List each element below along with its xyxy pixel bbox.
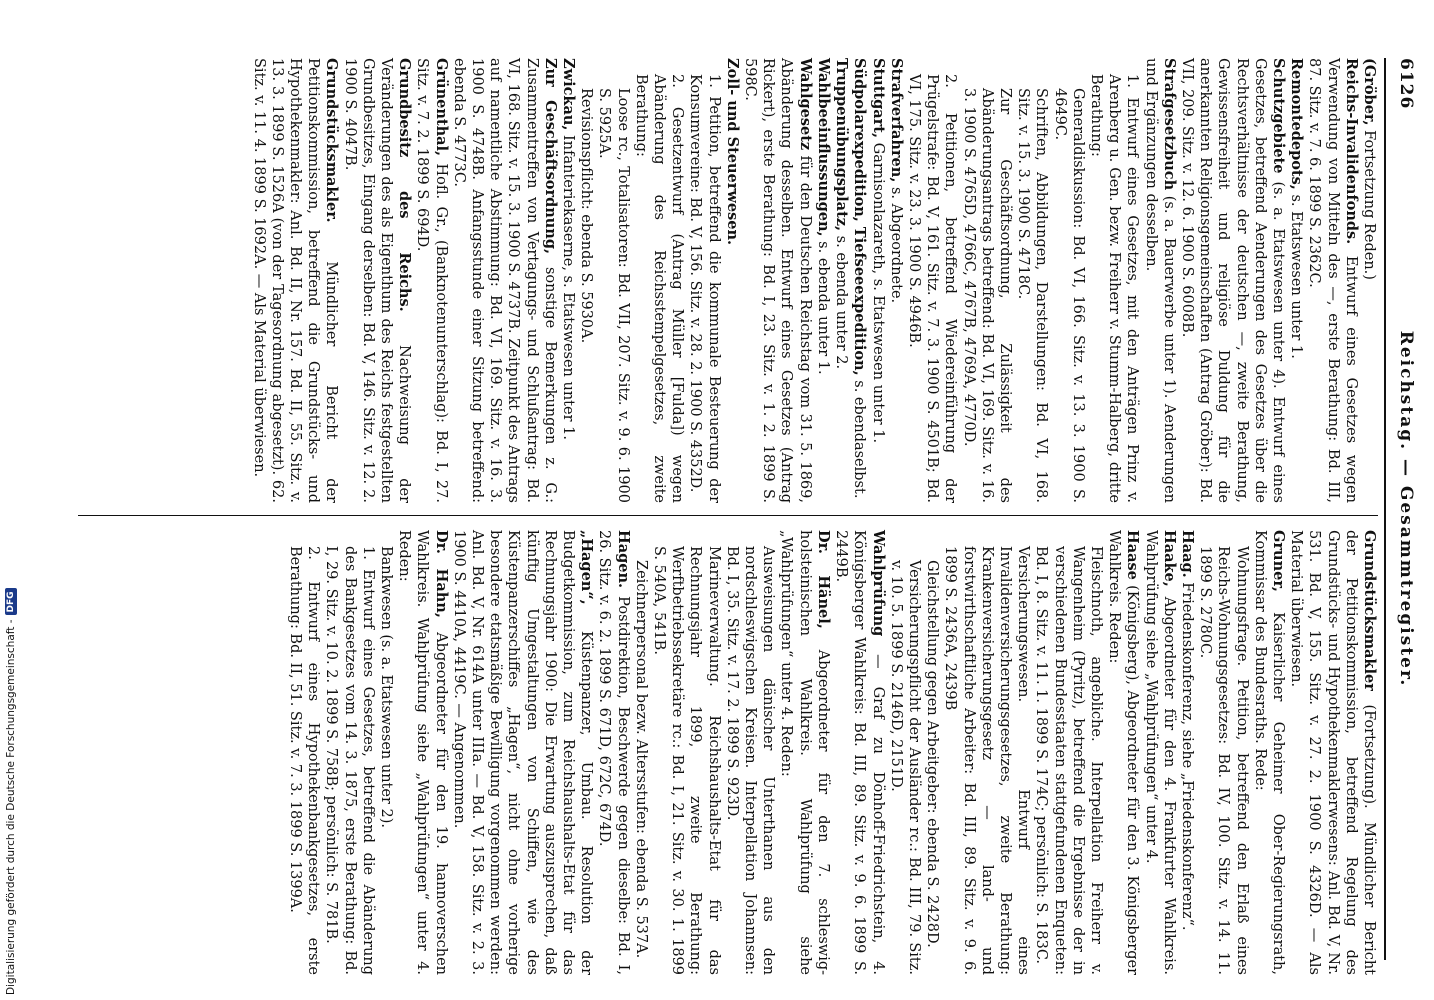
entry-text: s. ebendaselbst. <box>851 380 868 499</box>
left-column <box>249 58 1378 503</box>
entry-text: Hofl. Gr., (Banknotenunterschlag): Bd. I, 27. Sitz. v. 7. 2. 1899 S. 694D. <box>414 58 449 503</box>
entry-heading: Strafgesetzbuch <box>1160 58 1178 191</box>
index-entry <box>1178 58 1287 503</box>
entry-text: sonstige Bemerkungen z. G.: Zusammentreffen von Vertagungs- und Schlußantrag: Bd. VI, 168. Sitz. v. 15. 3. 1900 S. 4737B. Zeitpunkt des Antrags auf namentliche Abstimmung: Bd. VI, 169. Sitz. v. 16. 3. 1900 S. 4748B. Anfangsstunde einer Sitzung betreffend: ebenda S. 4773C. <box>450 58 558 503</box>
entry-text: Nachweisung der Veränderungen des als Eigenthum des Reichs festgestellten Grundbesitzes, Eingang derselben: Bd. V, 146. Sitz. v. 12. 2. 1900 S. 4047B. <box>341 58 413 504</box>
entry-text: Revisionspflicht: ebenda S. 5930A. <box>578 88 595 344</box>
entry-heading: Grünenthal, <box>432 58 450 157</box>
entry-heading: Wahlprüfung <box>869 530 887 637</box>
right-column <box>286 530 1378 975</box>
entry-text: — Graf zu Dönhoff-Friedrichstein, 4. Königsberger Wahlkreis: Bd. III, 89. Sitz. v. 9. 6. 1899 S. 2449B. <box>833 530 886 975</box>
index-entry <box>1178 530 1196 975</box>
entry-heading: Zoll- und Steuerwesen. <box>723 58 741 246</box>
index-entry <box>595 58 631 503</box>
index-entry <box>286 530 322 975</box>
index-entry <box>941 530 1032 975</box>
index-entry <box>577 58 595 503</box>
index-entry <box>1050 58 1086 503</box>
index-entry <box>340 58 413 503</box>
index-entry <box>650 530 723 975</box>
entry-heading: Zur Geschäftsordnung, <box>541 58 559 255</box>
index-entry <box>868 58 886 503</box>
index-entry <box>1287 58 1305 503</box>
index-entry <box>595 530 631 975</box>
index-entry <box>1287 530 1378 975</box>
entry-text: 2. Entwurf eines Hypothekenbankgesetzes, erste Berathung: Bd. II, 51. Sitz. v. 7. 3. 1899 S. 1399A. <box>287 546 322 975</box>
entry-heading: Haase <box>1124 530 1142 580</box>
entry-text: s. ebenda unter 2. <box>833 235 850 370</box>
entry-text: s. Etatswesen unter 1. <box>1288 194 1305 359</box>
index-entry <box>559 58 577 503</box>
index-entry <box>450 530 596 975</box>
entry-text: Entwurf eines Gesetzes wegen Verwendung von Mitteln des —, erste Berathung: Bd. III, 87. Sitz. v. 7. 6. 1899 S. 2362C. <box>1306 58 1359 504</box>
index-entry <box>777 530 832 975</box>
footer-note-text: Digitalisierung gefördert durch die Deutsche Forschungsgemeinschaft - <box>5 619 17 995</box>
entry-heading: Südpolarexpedition, Tiefseeexpedition, <box>851 58 869 376</box>
entry-text: Fortsetzung Reden.) <box>1361 130 1377 280</box>
index-entry <box>1032 530 1105 975</box>
entry-text: Postdirektion, Beschwerde gegen dieselbe: Bd. I, 26. Sitz. v. 6. 2. 1899 S. 671D, 672C, 674D. <box>596 530 631 975</box>
index-entry <box>850 58 868 503</box>
entry-text: Abgeordneter für den 7. schleswig-holsteinischen Wahlkreis. Wahlprüfung siehe „Wahlprüfungen“ unter 4. Reden: <box>778 530 831 976</box>
entry-heading: (Gröber, <box>1361 58 1378 126</box>
entry-heading: Schutzgebiete <box>1269 58 1287 174</box>
entry-text: 1. Entwurf eines Gesetzes, mit den Anträgen Prinz v. Arenberg u. Gen. bezw. Freiherr v. Stumm-Halberg, dritte Berathung: <box>1087 74 1141 503</box>
entry-heading: Haag. <box>1178 530 1196 578</box>
entry-text: Ausweisungen dänischer Unterthanen aus den nordschleswigschen Kreisen. Interpellation Johannsen: Bd. I, 35. Sitz. v. 17. 2. 1899 S. 923D. <box>723 546 777 975</box>
entry-heading: Reichs-Invalidenfonds. <box>1342 58 1360 245</box>
entry-heading: Grundstücksmakler <box>1361 530 1378 691</box>
index-entry <box>1087 58 1142 503</box>
entry-text: 1. Petition, betreffend die kommunale Besteuerung der Konsumvereine: Bd. V, 156. Sitz. v. 28. 2. 1900 S. 4352D. <box>687 74 722 503</box>
entry-text: Versicherungswesen. Entwurf eines Invalidenversicherungsgesetzes, zweite Berathung: Krankenversicherungsgesetz — land- und forstwirthschaftliche Arbeiter: Bd. III, 89. Sitz. v. 9. 6. 1899 S. 2436A, 2439B <box>942 546 1032 975</box>
index-entry <box>1141 58 1177 503</box>
entry-text: (s. a. Bauerwerbe unter 1). Aenderungen und Ergänzungen desselben. <box>1142 58 1177 503</box>
index-entry <box>887 58 905 503</box>
index-entry <box>959 58 1014 503</box>
entry-heading: Grundstücksmakler. <box>323 58 341 223</box>
index-entry <box>923 530 941 975</box>
entry-heading: Hagen. <box>614 530 632 589</box>
index-entry <box>832 530 887 975</box>
entry-heading: „Hagen“, <box>578 530 596 605</box>
entry-heading: Wahlgesetz <box>796 58 814 151</box>
entry-heading: Haake, <box>1160 530 1178 587</box>
entry-text: Versicherungspflicht der Ausländer rc.: Bd. III, 79. Sitz. v. 10. 5. 1899 S. 2146D, 2151D. <box>887 560 922 975</box>
index-entry <box>450 58 559 503</box>
entry-text: Abgeordneter für den 19. hannoverschen Wahlkreis. Wahlprüfung siehe „Wahlprüfungen“ unter 4. Reden: <box>396 530 449 975</box>
entry-heading: Stuttgart, <box>869 58 887 139</box>
entry-heading: Truppenübungsplatz, <box>833 58 851 232</box>
entry-text: Wohnungsfrage. Petition, betreffend den Erlaß eines Reichs-Wohnungsgesetzes: Bd. IV, 100. Sitz. v. 14. 11. 1899 S. 2780C. <box>1197 546 1250 975</box>
index-entry <box>1196 530 1251 975</box>
index-entry <box>723 58 741 503</box>
entry-heading: Dr. Hahn, <box>432 530 450 618</box>
entry-text: 2. Gesetzentwurf (Antrag Müller [Fulda]) wegen Abänderung des Reichsstempelgesetzes, zweite Berathung: <box>632 74 686 503</box>
entry-text: Abgeordneter für den 4. Frankfurter Wahlkreis. Wahlprüfung siehe „Wahlprüfungen“ unter 4. <box>1142 530 1177 975</box>
index-entry <box>1014 58 1050 503</box>
entry-text: Kaiserlicher Geheimer Ober-Regierungsrath, Kommissar des Bundesraths. Rede: <box>1251 530 1286 975</box>
entry-text: Zeichnerpersonal bezw. Altersstufen: ebenda S. 537A. <box>632 560 649 959</box>
header-rule <box>1384 58 1386 960</box>
entry-text: (s. a. Etatswesen unter 4). Entwurf eines Gesetzes, betreffend Aenderungen des Gesetzes über die Rechtsverhältnisse der deutschen —, zweite Berathung, Gewissensfreiheit und religiöse Duldung für die anerkannten Religionsgemeinschaften (Antrag Gröber): Bd. VII, 209. Sitz. v. 12. 6. 1900 S. 6008B. <box>1178 58 1286 503</box>
entry-text: (Königsberg), Abgeordneter für den 3. Königsberger Wahlkreis. Reden: <box>1106 530 1141 975</box>
entry-text: (Fortsetzung). Mündlicher Bericht der Petitionskommission, betreffend Regelung des Grundstücks- und Hypothekenmaklerwesens: Anl. Bd. V, Nr. 531. Bd. V, 155. Sitz. v. 27. 2. 1900 S. 4326D. — Als Material überwiesen. <box>1288 530 1377 975</box>
entry-text: für den Deutschen Reichstag vom 31. 5. 1869, Abänderung desselben. Entwurf eines Gesetzes (Antrag Rickert), erste Berathung: Bd. I, 23. Sitz. v. 1. 2. 1899 S. 598C. <box>742 58 813 503</box>
entry-heading: Wahlbeeinflussungen, <box>814 58 832 237</box>
entry-text: Zur Geschäftsordnung, Zulässigkeit des Abänderungsantrags betreffend: Bd. VI, 169. Sitz. v. 16. 3. 1900 S. 4765D, 4766C, 4767B, 4769A, 4770D. <box>960 88 1013 503</box>
index-entry <box>832 58 850 503</box>
entry-text: Generaldiskussion: Bd. VI, 166. Sitz. v. 13. 3. 1900 S. 4649C. <box>1051 88 1086 503</box>
index-entry <box>1251 530 1287 975</box>
index-entry <box>814 58 832 503</box>
index-entry <box>686 58 722 503</box>
entry-heading: Zwickau, <box>560 58 578 131</box>
entry-text: Garnisonlazareth, s. Etatswesen unter 1. <box>869 142 886 444</box>
entry-text: Gleichstellung gegen Arbeitgeber: ebenda S. 2428D. <box>924 560 941 948</box>
index-entry <box>905 58 960 503</box>
index-entry <box>395 530 450 975</box>
digitization-note <box>2 0 20 995</box>
index-entry <box>1105 530 1141 975</box>
index-entry <box>249 58 340 503</box>
entry-text: Bankwesen (s. a. Etatswesen unter 2). <box>378 546 395 828</box>
entry-heading: Dr. Hänel, <box>814 530 832 629</box>
entry-text: Küstenpanzer, Umbau. Resolution der Budgetkommission, zum Reichshaushalts-Etat für das Rechnungsjahr 1900: Die Erwartung auszusprechen, daß künftig Umgestaltungen von Schiffen, wie des Küstenpanzerschiffes „Hagen“, nicht ohne vorherige besondere etatsmäßige Bewilligung vorgenommen werden: Anl. Bd. V, Nr. 614A unter IIIa. — Bd. V, 158. Sitz. v. 2. 3. 1900 S. 4410A, 4419C. — Angenommen. <box>450 530 595 976</box>
entry-text: Marineverwaltung. Reichshaushalts-Etat für das Rechnungsjahr 1899, zweite Berathung: Werftbetriebssekretäre rc.: Bd. I, 21. Sitz. v. 30. 1. 1899 S. 540A, 541B. <box>651 546 722 975</box>
entry-text: Friedenskonferenz, siehe „Friedenskonferenz“. <box>1178 582 1195 931</box>
index-entry <box>377 530 395 975</box>
entry-text: s. ebenda unter 1. <box>814 241 831 375</box>
page-title: Reichstag. — Gesammtregister. <box>1396 330 1416 688</box>
entry-heading: Strafverfahren, <box>887 58 905 183</box>
dfg-logo: DFG <box>5 588 17 615</box>
entry-heading: Gruner, <box>1269 530 1287 592</box>
index-entry <box>1360 58 1378 503</box>
index-entry <box>723 530 778 975</box>
index-entry <box>413 58 449 503</box>
index-entry <box>632 530 650 975</box>
entry-text: Infanteriekaserne, s. Etatswesen unter 1. <box>560 135 577 440</box>
page-number: 6126 <box>1396 58 1416 110</box>
index-entry <box>632 58 687 503</box>
entry-text: Mündlicher Bericht der Petitionskommission, betreffend die Grundstücks- und Hypothekenmakler: Anl. Bd. II, Nr. 157. Bd. II, 55. Sitz. v. 13. 3. 1899 S. 1526A (von der Tagesordnung abgesetzt). 62. Sitz. v. 11. 4. 1899 S. 1692A. — Als Material überwiesen. <box>250 58 340 503</box>
entry-heading: Grundbesitz des Reichs. <box>396 58 414 312</box>
index-entry <box>741 58 814 503</box>
entry-text: Schriften, Abbildungen, Darstellungen: Bd. VI, 168. Sitz. v. 15. 3. 1900 S. 4718C. <box>1015 88 1050 503</box>
index-entry <box>1141 530 1177 975</box>
column-divider <box>78 515 1378 516</box>
entry-text: s. Abgeordnete. <box>887 186 904 304</box>
entry-text: Fleischnoth, angebliche. Interpellation Freiherr v. Wangenheim (Pyritz), betreffend die Ergebnisse der in verschiedenen Bundesstaaten stattgefundenen Enqueten: Bd. I, 8. Sitz. v. 11. 1. 1899 S. 174C; persönlich: S. 183C. <box>1033 546 1104 975</box>
entry-text: 2. Petitionen, betreffend Wiedereinführung der Prügelstrafe: Bd. V, 161. Sitz. v. 7. 3. 1900 S. 4501B; Bd. VI, 175. Sitz. v. 23. 3. 1900 S. 4946B. <box>905 74 959 503</box>
entry-heading: Remontedepots, <box>1288 58 1306 190</box>
index-entry <box>322 530 377 975</box>
index-entry <box>887 530 923 975</box>
page-header <box>1386 58 1420 960</box>
entry-text: 1. Entwurf eines Gesetzes, betreffend die Abänderung des Bankgesetzes vom 14. 3. 1875, erste Berathung: Bd. I, 29. Sitz. v. 10. 2. 1899 S. 758B; persönlich: S. 781B. <box>323 546 376 975</box>
entry-text: Loose rc., Totalisatoren: Bd. VII, 207. Sitz. v. 9. 6. 1900 S. 5925A. <box>596 88 631 503</box>
index-entry <box>1305 58 1360 503</box>
